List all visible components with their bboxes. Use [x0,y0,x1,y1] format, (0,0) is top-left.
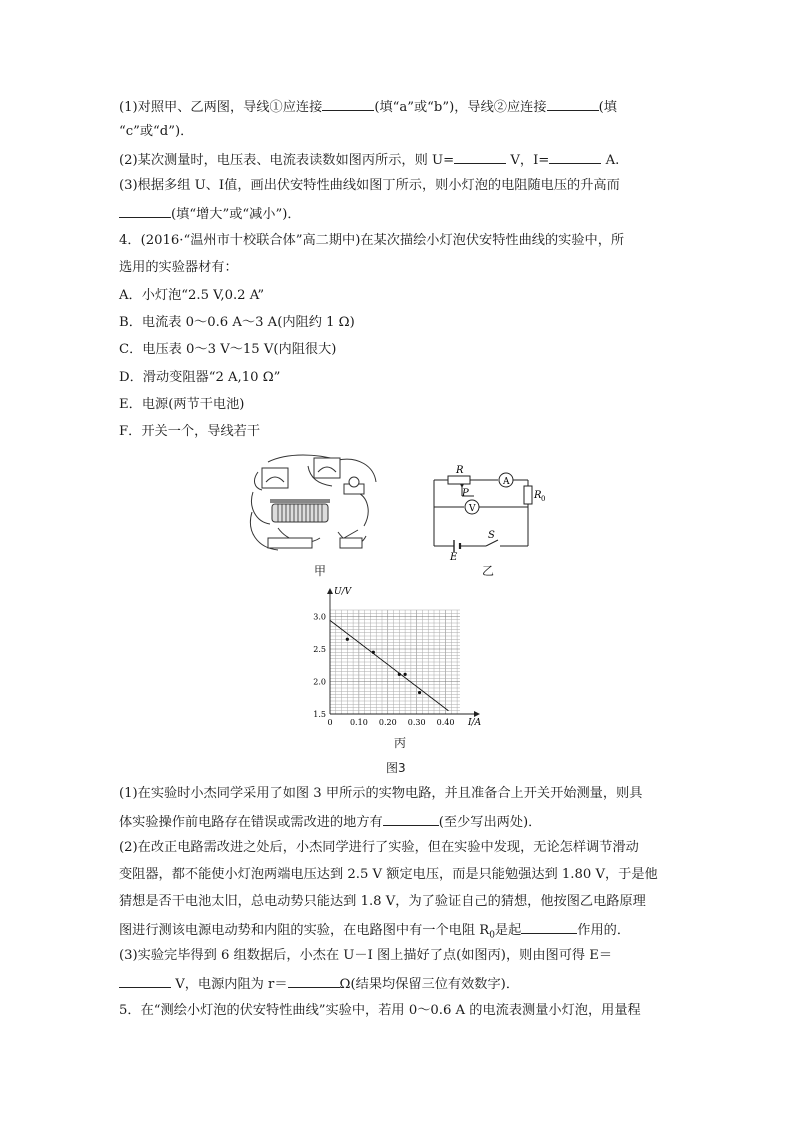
figure-caption: 图3 [386,761,406,775]
q3-sub1-line2: “c”或“d”)． [119,124,194,139]
y-axis-arrow [327,588,333,594]
q4-stem-line1: 4．(2016·“温州市十校联合体”高二期中)在某次描绘小灯泡伏安特性曲线的实验中，所 [119,233,625,248]
q3-sub3-line2 [119,203,301,225]
x-tick-label: 0.40 [436,718,455,727]
data-point [346,638,349,641]
ammeter-device [262,468,288,488]
y-tick-label: 2.5 [313,645,326,654]
q4-sub1-line1: (1)在实验时小杰同学采用了如图 3 甲所示的实物电路，并且准备合上开关开始测量，则具 [119,786,643,801]
x-axis-label: I/A [468,718,482,728]
q4-sub3-text: Ω(结果均保留三位有效数字)． [339,977,520,992]
q3-sub2 [119,149,619,171]
q4-sub1-line2 [119,811,541,833]
y-tick-label: 2.0 [313,677,326,687]
q5-line1: 5．在“测绘小灯泡的伏安特性曲线”实验中，若用 0～0.6 A 的电流表测量小灯泡，用量程 [119,1003,641,1018]
q4-sub3-line2 [119,973,519,995]
answer-blank[interactable] [288,973,340,988]
label-p: P [462,488,469,499]
q3-sub3-text: (填“增大”或“减小”)． [171,207,301,222]
q4-sub2-line1: (2)在改正电路需改进之处后，小杰同学进行了实验，但在实验中发现，无论怎样调节滑动 [119,840,639,855]
q4-stem-line2: 选用的实验器材有： [119,260,238,275]
q4-sub3-text: (3)实验完毕得到 6 组数据后，小杰在 U－I 图上描好了点(如图丙)，则由图可得 E＝ [119,948,613,963]
data-point [398,673,401,676]
label-r0: R [534,490,542,501]
figure-bing-label: 丙 [394,736,407,750]
fit-line [330,620,448,710]
x-tick-label: 0.30 [407,718,426,727]
answer-blank[interactable] [454,149,506,164]
q4-item-f: F．开关一个，导线若干 [119,424,261,439]
physical-circuit-figure [248,452,380,556]
q4-item-c: C．电压表 0～3 V～15 V(内阻很大) [119,342,337,357]
q4-sub2-text: 图进行测该电源电动势和内阻的实验，在电路图中有一个电阻 R [119,923,490,938]
data-point [372,651,375,654]
chart-grid [330,610,460,714]
x-tick-label: 0.20 [378,718,397,727]
rheostat-symbol [448,476,470,484]
x-axis-arrow [474,711,480,717]
answer-blank[interactable] [119,203,171,218]
y-tick-label: 1.5 [313,710,326,719]
answer-blank[interactable] [119,973,171,988]
answer-blank[interactable] [521,919,577,934]
label-v: V [469,504,476,514]
q3-sub2-text: (2)某次测量时，电压表、电流表读数如图丙所示，则 U= [119,153,455,168]
y-tick-label: 3.0 [313,612,326,622]
q4-sub2-text: 是起 [494,923,522,938]
battery-device [268,538,312,548]
figure-yi-label: 乙 [482,564,495,578]
data-point [418,691,421,694]
rheostat-device [272,504,328,522]
q4-item-a: A．小灯泡“2.5 V,0.2 A” [119,288,265,303]
q4-sub3-text: V，电源内阻为 r＝ [175,977,288,992]
label-s: S [488,530,495,541]
q4-sub2-line2: 变阻器，都不能使小灯泡两端电压达到 2.5 V 额定电压，而是只能勉强达到 1.80 V，于是他 [119,867,658,882]
q3-sub1-text: (1)对照甲、乙两图，导线①应连接 [119,100,323,115]
answer-blank[interactable] [549,149,601,164]
x-tick-label: 0.10 [349,718,368,727]
answer-blank[interactable] [547,96,599,111]
q3-sub1-text: (填“a”或“b”)，导线②应连接 [374,100,547,115]
label-r: R [456,465,464,476]
answer-blank[interactable] [322,96,374,111]
q3-sub2-text: A. [605,153,620,168]
q3-sub1-line1 [119,96,617,118]
circuit-schematic-figure [424,464,554,560]
q3-sub1-text: (填 [598,100,617,115]
answer-blank[interactable] [383,811,439,826]
q3-sub3-line1: (3)根据多组 U、I值，画出伏安特性曲线如图丁所示，则小灯泡的电阻随电压的升高而 [119,178,620,193]
resistor-r0-symbol [524,486,532,504]
switch-device [340,538,362,548]
q4-sub2-line3: 猜想是否干电池太旧，总电动势只能达到 1.8 V，为了验证自己的猜想，他按图乙电路原理 [119,894,646,909]
q4-sub3-line1 [119,946,612,966]
u-i-chart [296,584,496,734]
q4-sub2-text: 作用的． [577,923,631,938]
data-point [404,673,407,676]
q3-sub2-text: V，I= [510,153,550,168]
y-axis-label: U/V [334,587,352,597]
q4-sub1-text: 体实验操作前电路存在错误或需改进的地方有 [119,815,383,830]
q4-sub2-line4 [119,919,630,946]
q4-item-b: B．电流表 0～0.6 A～3 A(内阻约 1 Ω) [119,315,355,330]
label-a: A [503,477,510,487]
q4-sub2-subscript: 0 [489,930,495,941]
q4-item-d: D．滑动变阻器“2 A,10 Ω” [119,370,281,385]
figure-jia-label: 甲 [314,564,327,578]
label-r0-sub: 0 [541,495,546,503]
q4-item-e: E．电源(两节干电池) [119,397,245,412]
voltmeter-device [314,458,340,478]
x-tick-label: 0 [327,718,333,727]
q4-sub1-text: (至少写出两处)． [438,815,542,830]
label-e: E [450,552,458,560]
